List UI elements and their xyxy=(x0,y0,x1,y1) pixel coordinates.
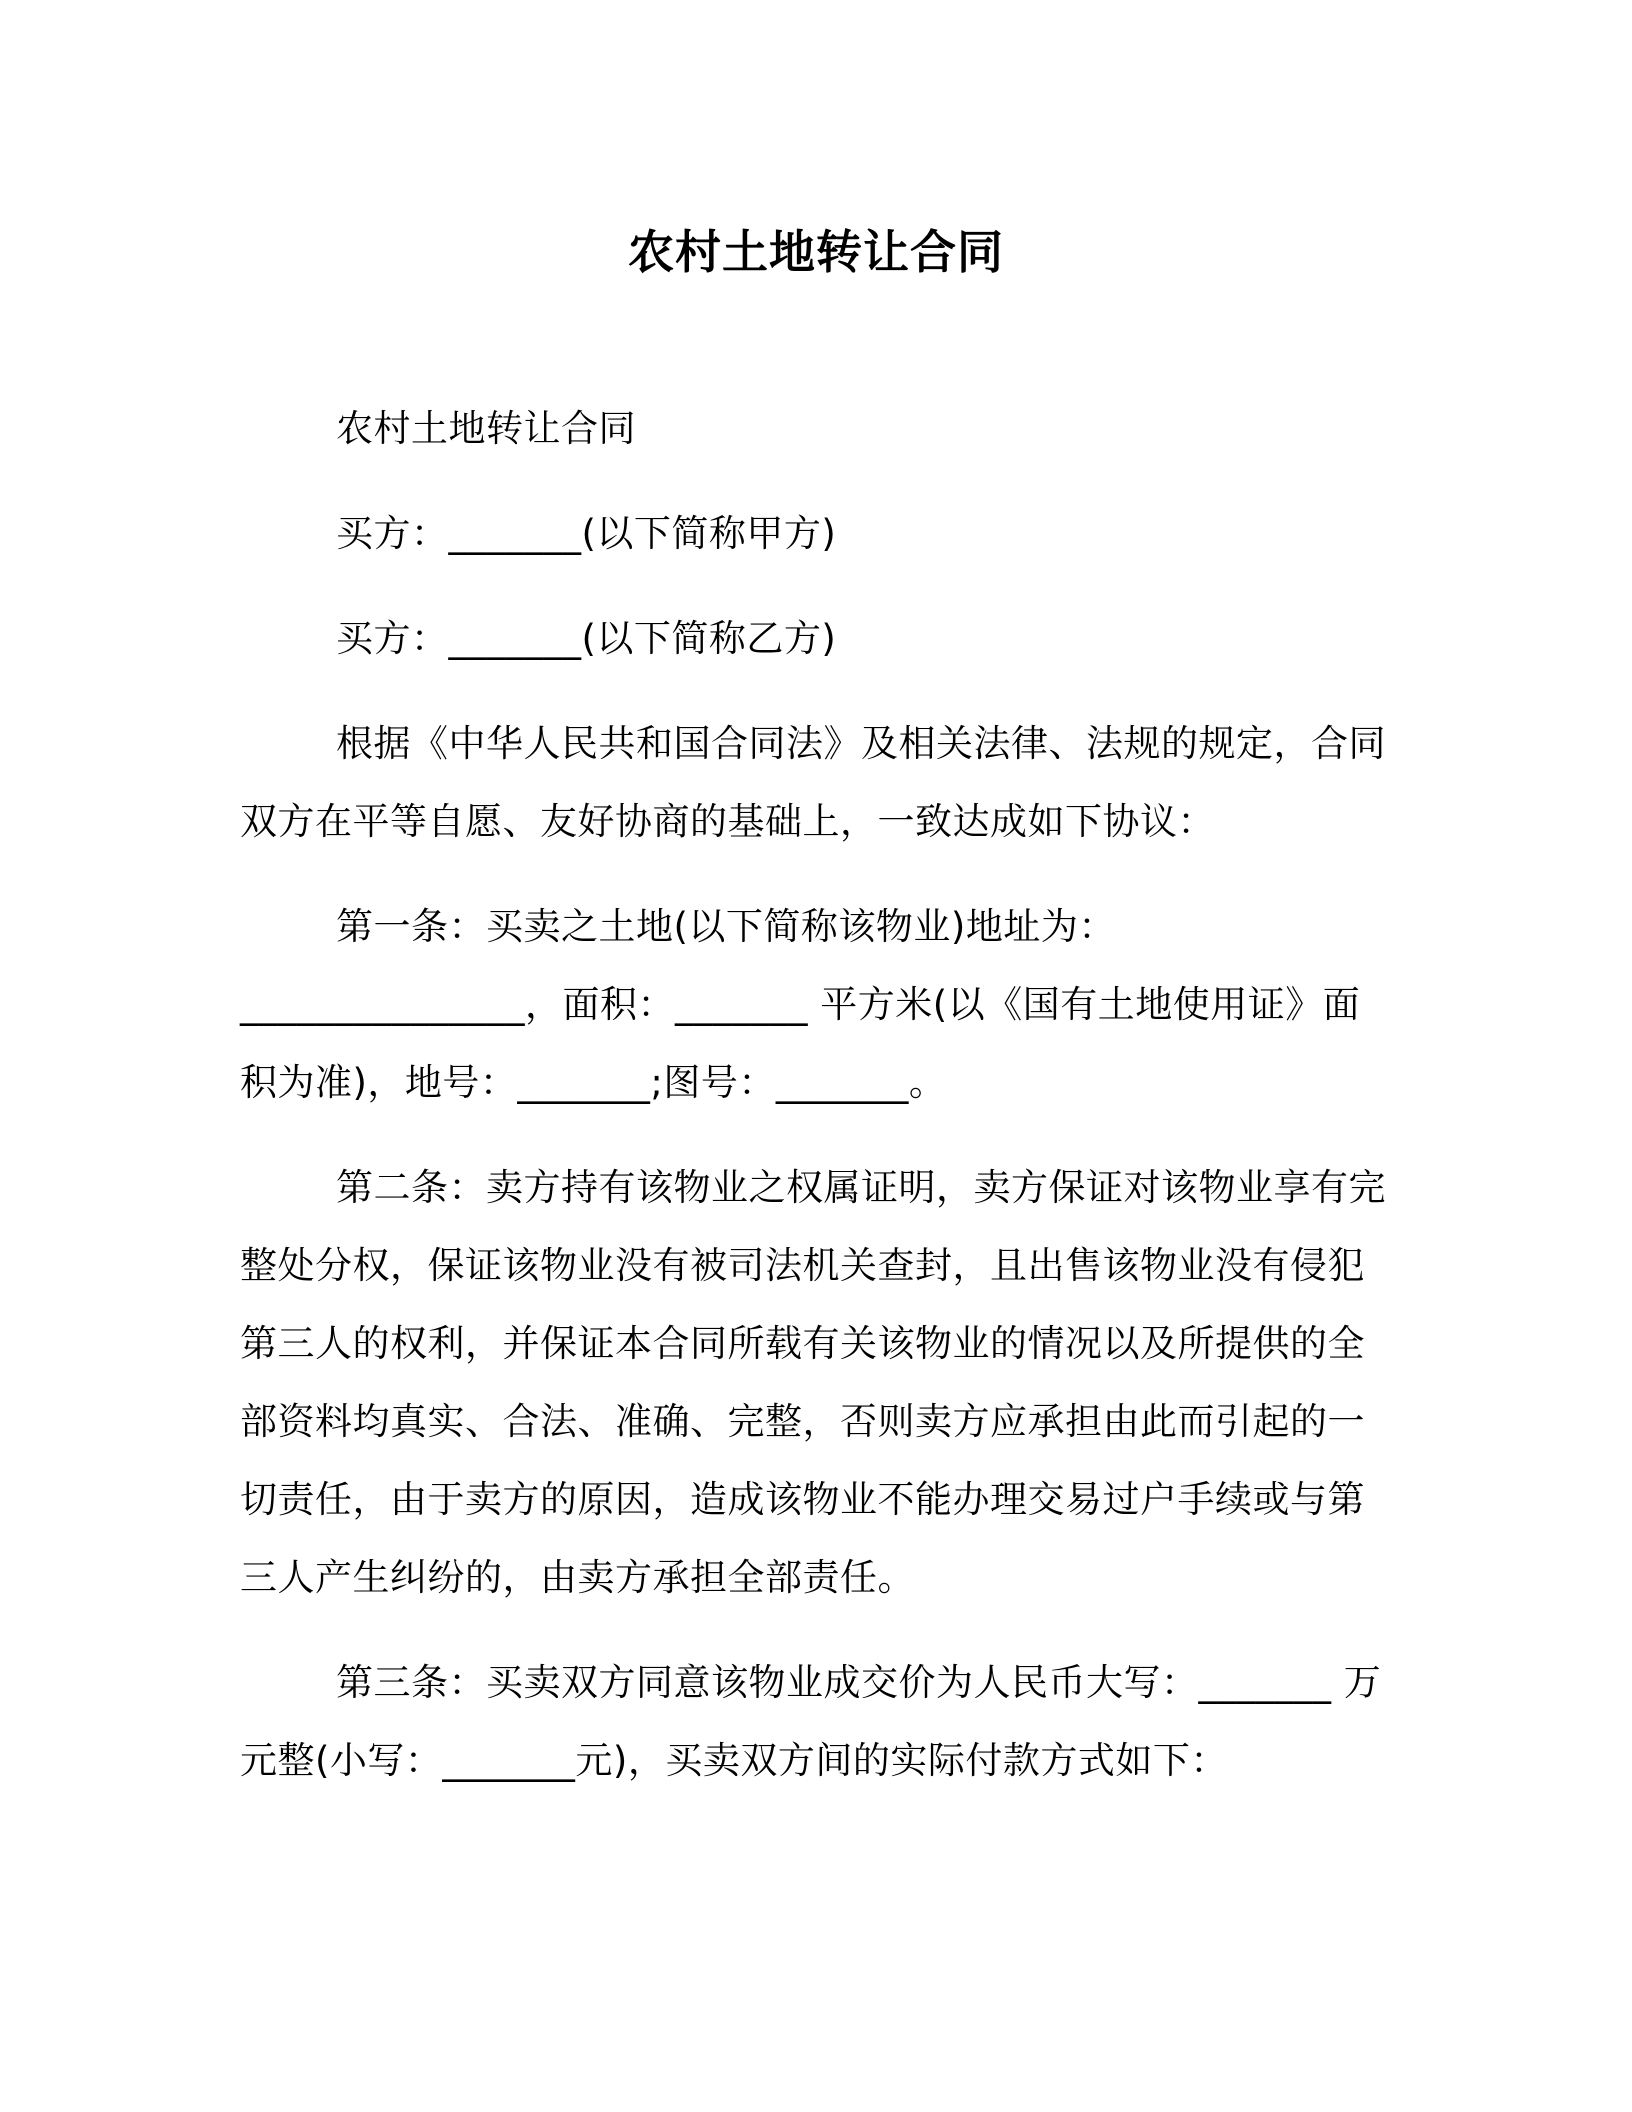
party-a-paragraph xyxy=(240,495,1380,573)
intro-line: 根据《中华人民共和国合同法》及相关法律、法规的规定，合同 xyxy=(336,722,1386,765)
article-1-line: 积为准)，地号：_______;图号：_______。 xyxy=(240,1061,947,1104)
document-body xyxy=(240,390,1386,1827)
subtitle-text: 农村土地转让合同 xyxy=(336,407,636,450)
article-1-line: _______________，面积：_______ 平方米(以《国有土地使用证》面 xyxy=(240,983,1361,1026)
party-a-text: 买方：_______(以下简称甲方) xyxy=(336,512,837,555)
article-2-line: 三人产生纠纷的，由卖方承担全部责任。 xyxy=(240,1556,915,1599)
article-2-line: 第二条：卖方持有该物业之权属证明，卖方保证对该物业享有完 xyxy=(336,1166,1386,1209)
article-2-line: 第三人的权利，并保证本合同所载有关该物业的情况以及所提供的全 xyxy=(240,1322,1365,1365)
article-3-line: 元整(小写：_______元)，买卖双方间的实际付款方式如下： xyxy=(240,1739,1228,1782)
article-2-line: 整处分权，保证该物业没有被司法机关查封，且出售该物业没有侵犯 xyxy=(240,1244,1365,1287)
party-b-paragraph xyxy=(240,600,1380,678)
article-3-line: 第三条：买卖双方同意该物业成交价为人民币大写：_______ 万 xyxy=(336,1661,1382,1704)
intro-paragraph xyxy=(240,705,1386,861)
article-2-line: 切责任，由于卖方的原因，造成该物业不能办理交易过户手续或与第 xyxy=(240,1478,1365,1521)
article-1-paragraph xyxy=(240,888,1380,1122)
article-3-paragraph xyxy=(240,1644,1380,1800)
party-b-text: 买方：_______(以下简称乙方) xyxy=(336,617,837,660)
article-2-paragraph xyxy=(240,1149,1386,1617)
article-1-line: 第一条：买卖之土地(以下简称该物业)地址为： xyxy=(336,905,1116,948)
subtitle-paragraph xyxy=(240,390,1380,468)
document-title: 农村土地转让合同 xyxy=(628,225,1004,279)
article-2-line: 部资料均真实、合法、准确、完整，否则卖方应承担由此而引起的一 xyxy=(240,1400,1365,1443)
intro-line: 双方在平等自愿、友好协商的基础上，一致达成如下协议： xyxy=(240,800,1215,843)
